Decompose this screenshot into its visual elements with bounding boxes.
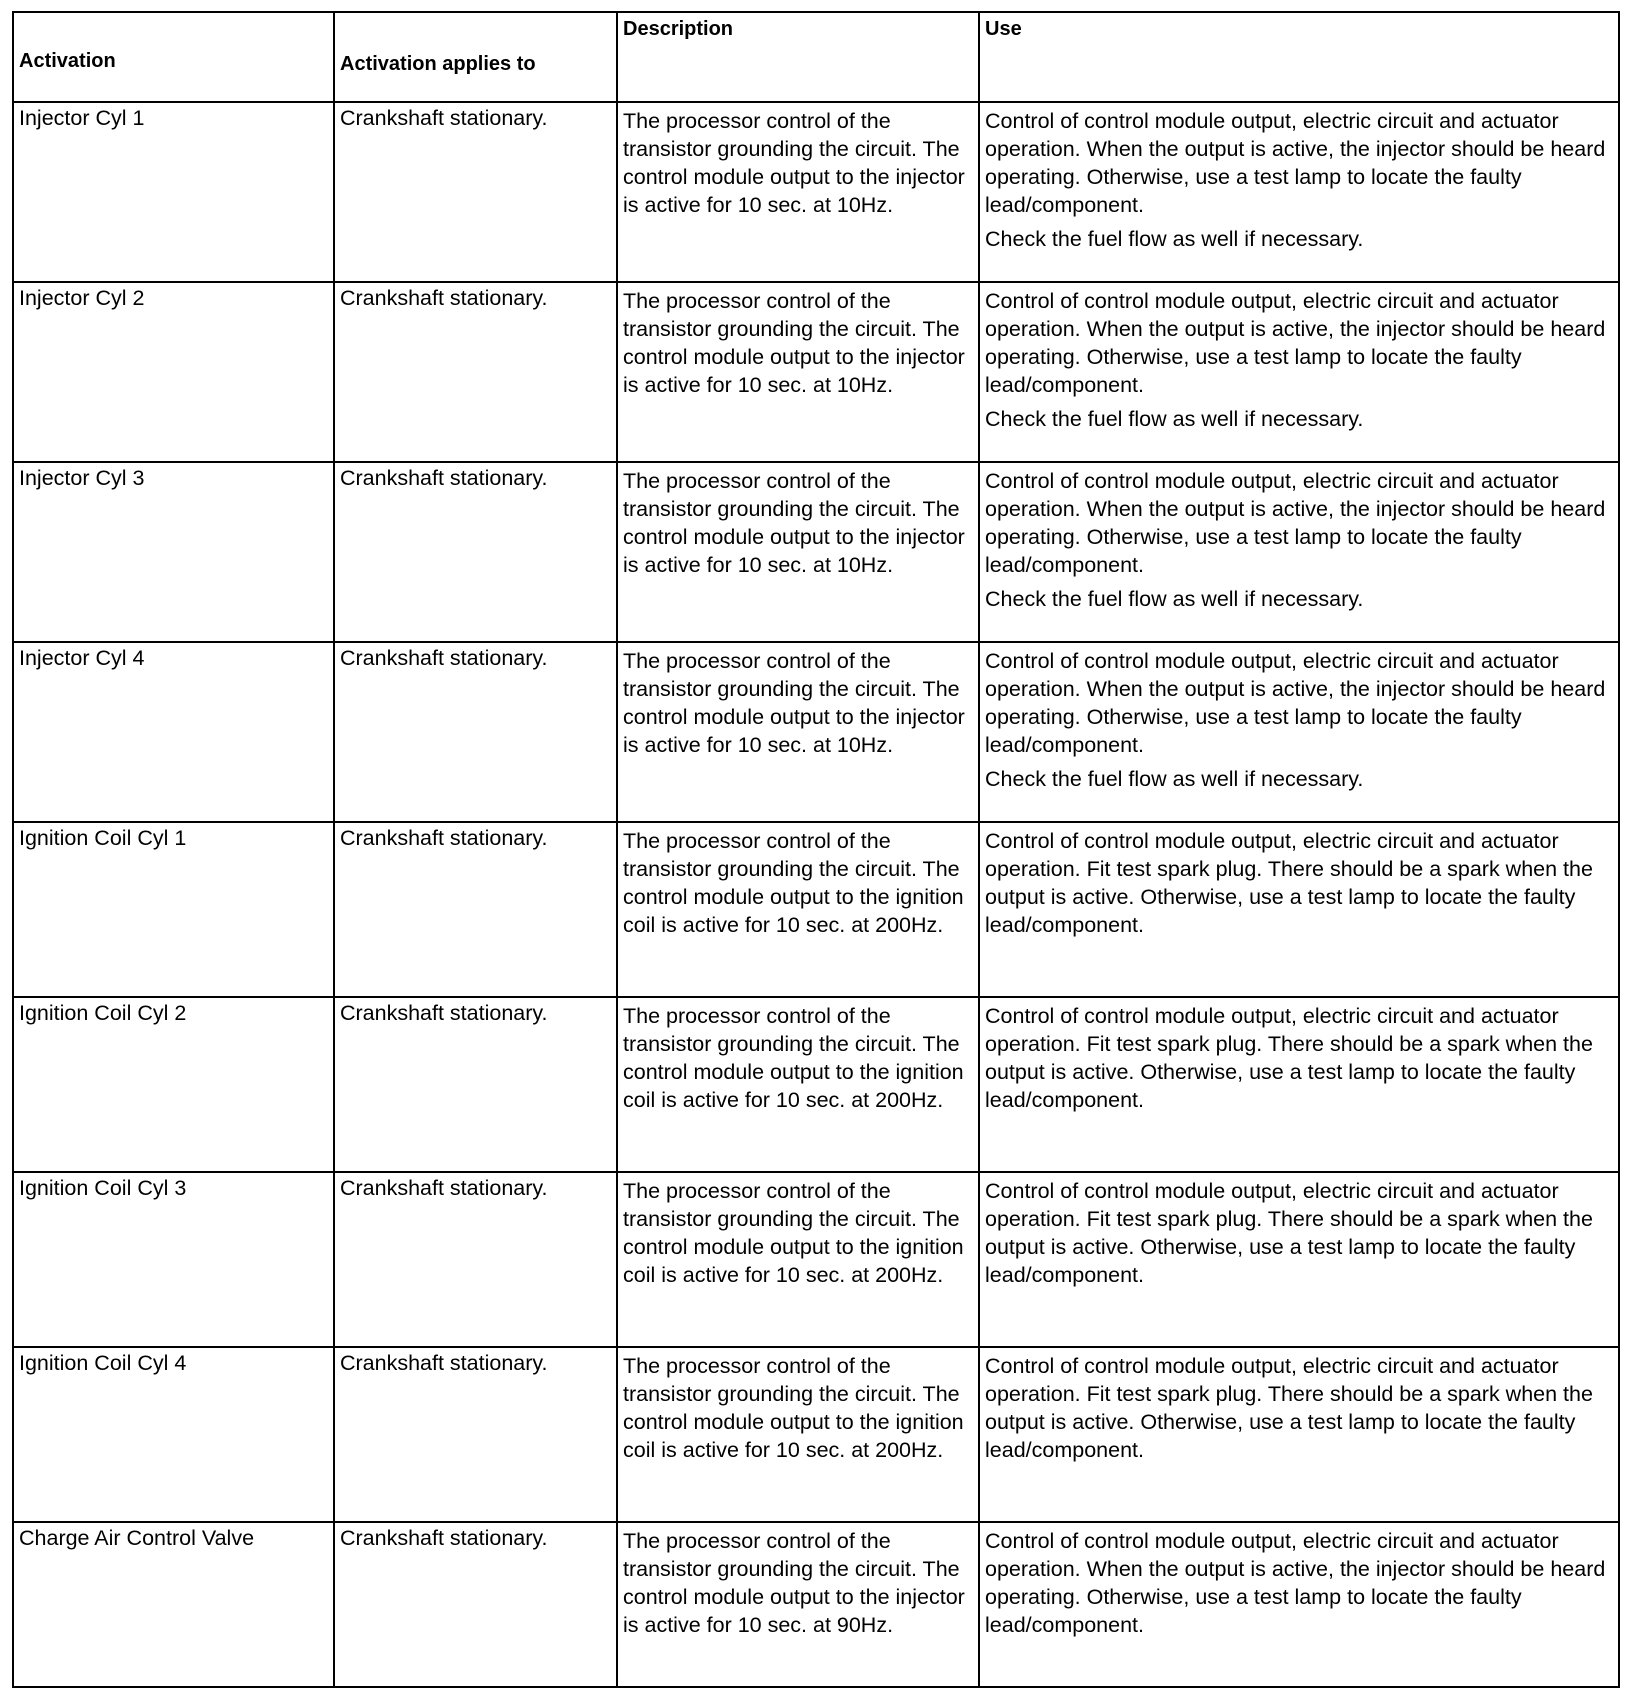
cell-use [979, 282, 1619, 462]
cell-activation: Charge Air Control Valve [13, 1522, 334, 1687]
use-text: Control of control module output, electric circuit and actuator operation. When the output is active, the injector should be heard operating. Otherwise, use a test lamp to locate the faulty lead/component. [985, 109, 1606, 217]
table-row [13, 1347, 1619, 1522]
table-row [13, 1522, 1619, 1687]
header-use: Use [979, 12, 1619, 102]
cell-use: Control of control module output, electric circuit and actuator operation. Fit test spark plug. There should be a spark when the output is active. Otherwise, use a test lamp to locate the faulty lead/component. [979, 997, 1619, 1172]
cell-activation: Injector Cyl 3 [13, 462, 334, 642]
cell-use [979, 462, 1619, 642]
cell-activation: Ignition Coil Cyl 2 [13, 997, 334, 1172]
table-row [13, 462, 1619, 642]
header-description: Description [617, 12, 979, 102]
cell-use: Control of control module output, electric circuit and actuator operation. Fit test spark plug. There should be a spark when the output is active. Otherwise, use a test lamp to locate the faulty lead/component. [979, 822, 1619, 997]
activation-table [12, 11, 1620, 1688]
cell-description: The processor control of the transistor grounding the circuit. The control module output to the injector is active for 10 sec. at 90Hz. [617, 1522, 979, 1687]
cell-activation: Injector Cyl 2 [13, 282, 334, 462]
cell-description: The processor control of the transistor grounding the circuit. The control module output to the ignition coil is active for 10 sec. at 200Hz. [617, 822, 979, 997]
cell-applies-to: Crankshaft stationary. [334, 102, 617, 282]
cell-activation: Injector Cyl 1 [13, 102, 334, 282]
header-activation: Activation [13, 12, 334, 102]
cell-description: The processor control of the transistor grounding the circuit. The control module output to the injector is active for 10 sec. at 10Hz. [617, 102, 979, 282]
use-note: Check the fuel flow as well if necessary. [985, 767, 1364, 791]
table-row [13, 642, 1619, 822]
cell-use: Control of control module output, electric circuit and actuator operation. Fit test spark plug. There should be a spark when the output is active. Otherwise, use a test lamp to locate the faulty lead/component. [979, 1172, 1619, 1347]
table-row [13, 822, 1619, 997]
use-text: Control of control module output, electric circuit and actuator operation. When the output is active, the injector should be heard operating. Otherwise, use a test lamp to locate the faulty lead/component. [985, 289, 1606, 397]
cell-applies-to: Crankshaft stationary. [334, 1172, 617, 1347]
cell-description: The processor control of the transistor grounding the circuit. The control module output to the injector is active for 10 sec. at 10Hz. [617, 642, 979, 822]
cell-applies-to: Crankshaft stationary. [334, 282, 617, 462]
table-row [13, 282, 1619, 462]
cell-description: The processor control of the transistor grounding the circuit. The control module output to the ignition coil is active for 10 sec. at 200Hz. [617, 997, 979, 1172]
cell-activation: Ignition Coil Cyl 1 [13, 822, 334, 997]
cell-activation: Injector Cyl 4 [13, 642, 334, 822]
cell-applies-to: Crankshaft stationary. [334, 822, 617, 997]
use-text: Control of control module output, electric circuit and actuator operation. When the output is active, the injector should be heard operating. Otherwise, use a test lamp to locate the faulty lead/component. [985, 649, 1606, 757]
header-applies-to: Activation applies to [334, 12, 617, 102]
cell-activation: Ignition Coil Cyl 3 [13, 1172, 334, 1347]
use-text: Control of control module output, electric circuit and actuator operation. When the output is active, the injector should be heard operating. Otherwise, use a test lamp to locate the faulty lead/component. [985, 469, 1606, 577]
use-note: Check the fuel flow as well if necessary. [985, 227, 1364, 251]
cell-description: The processor control of the transistor grounding the circuit. The control module output to the ignition coil is active for 10 sec. at 200Hz. [617, 1172, 979, 1347]
cell-activation: Ignition Coil Cyl 4 [13, 1347, 334, 1522]
cell-applies-to: Crankshaft stationary. [334, 642, 617, 822]
cell-use: Control of control module output, electric circuit and actuator operation. Fit test spark plug. There should be a spark when the output is active. Otherwise, use a test lamp to locate the faulty lead/component. [979, 1347, 1619, 1522]
cell-applies-to: Crankshaft stationary. [334, 462, 617, 642]
cell-use: Control of control module output, electric circuit and actuator operation. When the output is active, the injector should be heard operating. Otherwise, use a test lamp to locate the faulty lead/component. [979, 1522, 1619, 1687]
cell-applies-to: Crankshaft stationary. [334, 997, 617, 1172]
cell-use [979, 642, 1619, 822]
activation-table-container [12, 11, 1618, 1688]
use-note: Check the fuel flow as well if necessary. [985, 587, 1364, 611]
table-row [13, 1172, 1619, 1347]
cell-applies-to: Crankshaft stationary. [334, 1522, 617, 1687]
table-row [13, 997, 1619, 1172]
cell-description: The processor control of the transistor grounding the circuit. The control module output to the injector is active for 10 sec. at 10Hz. [617, 462, 979, 642]
use-note: Check the fuel flow as well if necessary. [985, 407, 1364, 431]
cell-description: The processor control of the transistor grounding the circuit. The control module output to the ignition coil is active for 10 sec. at 200Hz. [617, 1347, 979, 1522]
table-row [13, 102, 1619, 282]
cell-applies-to: Crankshaft stationary. [334, 1347, 617, 1522]
table-header-row [13, 12, 1619, 102]
cell-description: The processor control of the transistor grounding the circuit. The control module output to the injector is active for 10 sec. at 10Hz. [617, 282, 979, 462]
cell-use [979, 102, 1619, 282]
